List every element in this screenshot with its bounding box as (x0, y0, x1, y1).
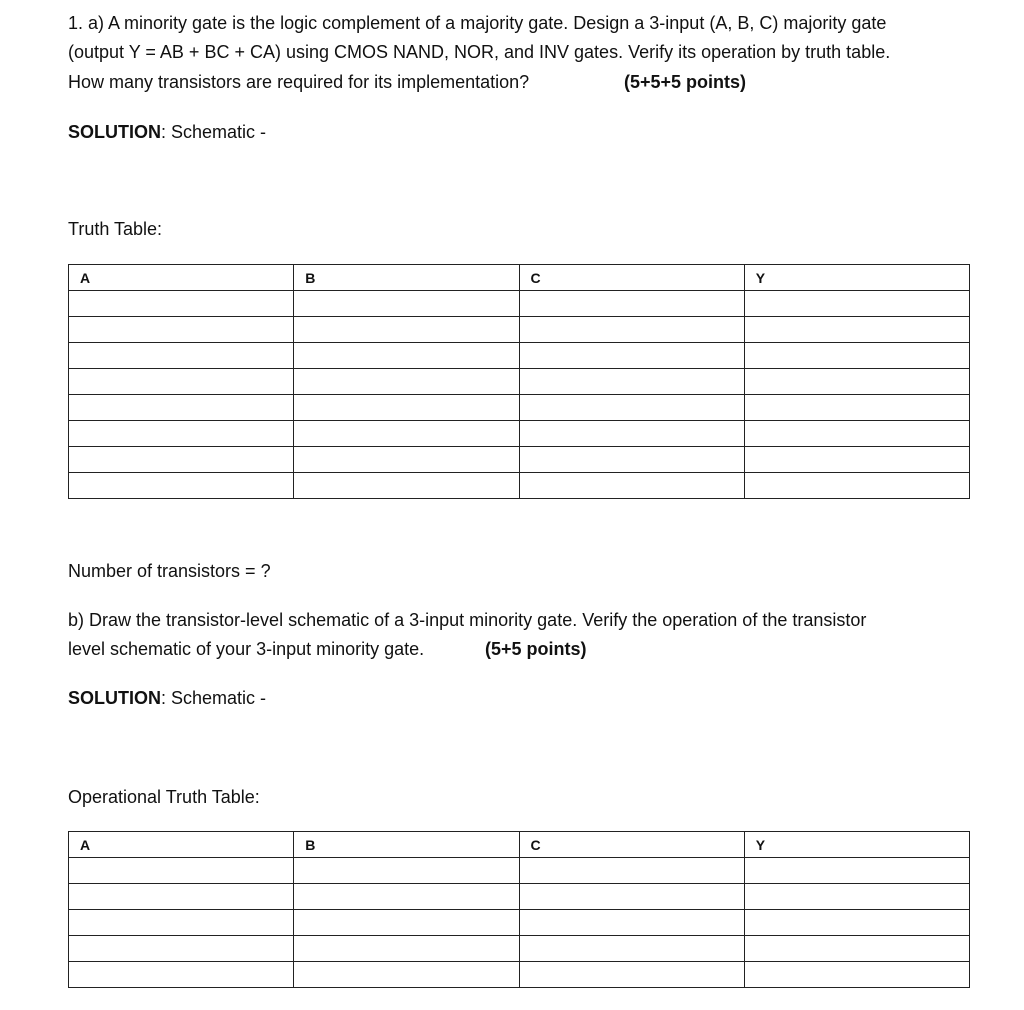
table-cell[interactable] (69, 962, 294, 988)
table-cell[interactable] (69, 317, 294, 343)
table-cell[interactable] (69, 369, 294, 395)
table-row (69, 884, 970, 910)
table-cell[interactable] (744, 317, 969, 343)
table-cell[interactable] (744, 858, 969, 884)
table-cell[interactable] (294, 421, 519, 447)
table-cell[interactable] (744, 884, 969, 910)
table-row (69, 421, 970, 447)
table-row (69, 291, 970, 317)
table-cell[interactable] (744, 447, 969, 473)
table-row (69, 936, 970, 962)
truth-table-header-a: A (69, 265, 294, 291)
question-b-line-2: level schematic of your 3-input minority gate. (68, 639, 425, 659)
table-cell[interactable] (744, 936, 969, 962)
operational-table-header-row (69, 832, 970, 858)
table-cell[interactable] (294, 858, 519, 884)
table-row (69, 369, 970, 395)
operational-table-label: Operational Truth Table: (68, 787, 260, 807)
solution-b-text: : Schematic - (161, 688, 267, 708)
table-cell[interactable] (519, 936, 744, 962)
operational-table-header-a: A (69, 832, 294, 858)
table-cell[interactable] (69, 421, 294, 447)
table-row (69, 395, 970, 421)
table-cell[interactable] (519, 447, 744, 473)
table-cell[interactable] (744, 962, 969, 988)
table-cell[interactable] (69, 447, 294, 473)
table-cell[interactable] (519, 910, 744, 936)
table-cell[interactable] (69, 395, 294, 421)
table-cell[interactable] (294, 291, 519, 317)
table-cell[interactable] (69, 858, 294, 884)
solution-a-label: SOLUTION (68, 122, 161, 142)
truth-table-header-row (69, 265, 970, 291)
table-cell[interactable] (744, 291, 969, 317)
truth-table-label: Truth Table: (68, 219, 163, 239)
table-cell[interactable] (519, 369, 744, 395)
solution-b-label: SOLUTION (68, 688, 161, 708)
truth-table-header-c: C (519, 265, 744, 291)
table-cell[interactable] (294, 962, 519, 988)
question-a-line-2: (output Y = AB + BC + CA) using CMOS NAND, NOR, and INV gates. Verify its operation by truth table. (68, 42, 891, 62)
table-row (69, 343, 970, 369)
operational-table-header-c: C (519, 832, 744, 858)
table-cell[interactable] (744, 369, 969, 395)
question-a-line-3: How many transistors are required for its implementation? (68, 72, 530, 92)
transistors-label: Number of transistors = ? (68, 561, 271, 581)
table-cell[interactable] (294, 936, 519, 962)
table-cell[interactable] (744, 421, 969, 447)
table-row (69, 473, 970, 499)
question-a-points: (5+5+5 points) (624, 72, 747, 92)
solution-b (68, 687, 266, 709)
table-row (69, 447, 970, 473)
table-row (69, 858, 970, 884)
question-b-points: (5+5 points) (485, 639, 587, 659)
table-cell[interactable] (744, 910, 969, 936)
truth-table (68, 264, 970, 499)
table-cell[interactable] (294, 317, 519, 343)
table-cell[interactable] (69, 291, 294, 317)
table-cell[interactable] (294, 343, 519, 369)
table-row (69, 962, 970, 988)
table-cell[interactable] (69, 473, 294, 499)
table-cell[interactable] (519, 317, 744, 343)
table-cell[interactable] (519, 343, 744, 369)
table-cell[interactable] (294, 884, 519, 910)
question-a-line-1: 1. a) A minority gate is the logic complement of a majority gate. Design a 3-input (A, B, C) majority gate (68, 13, 887, 33)
solution-a-text: : Schematic - (161, 122, 267, 142)
table-row (69, 317, 970, 343)
table-cell[interactable] (294, 369, 519, 395)
operational-table-header-b: B (294, 832, 519, 858)
truth-table-header-y: Y (744, 265, 969, 291)
table-cell[interactable] (744, 395, 969, 421)
table-cell[interactable] (294, 473, 519, 499)
table-cell[interactable] (69, 884, 294, 910)
table-cell[interactable] (519, 395, 744, 421)
table-cell[interactable] (519, 473, 744, 499)
table-cell[interactable] (69, 343, 294, 369)
table-cell[interactable] (744, 473, 969, 499)
table-cell[interactable] (744, 343, 969, 369)
table-cell[interactable] (294, 447, 519, 473)
table-cell[interactable] (519, 291, 744, 317)
question-b-line-1: b) Draw the transistor-level schematic of a 3-input minority gate. Verify the operation of the transistor (68, 610, 867, 630)
table-cell[interactable] (69, 936, 294, 962)
operational-truth-table (68, 831, 970, 988)
solution-a (68, 121, 266, 143)
table-cell[interactable] (69, 910, 294, 936)
table-row (69, 910, 970, 936)
table-cell[interactable] (519, 962, 744, 988)
table-cell[interactable] (294, 910, 519, 936)
table-cell[interactable] (519, 884, 744, 910)
table-cell[interactable] (294, 395, 519, 421)
table-cell[interactable] (519, 858, 744, 884)
truth-table-header-b: B (294, 265, 519, 291)
table-cell[interactable] (519, 421, 744, 447)
operational-table-header-y: Y (744, 832, 969, 858)
